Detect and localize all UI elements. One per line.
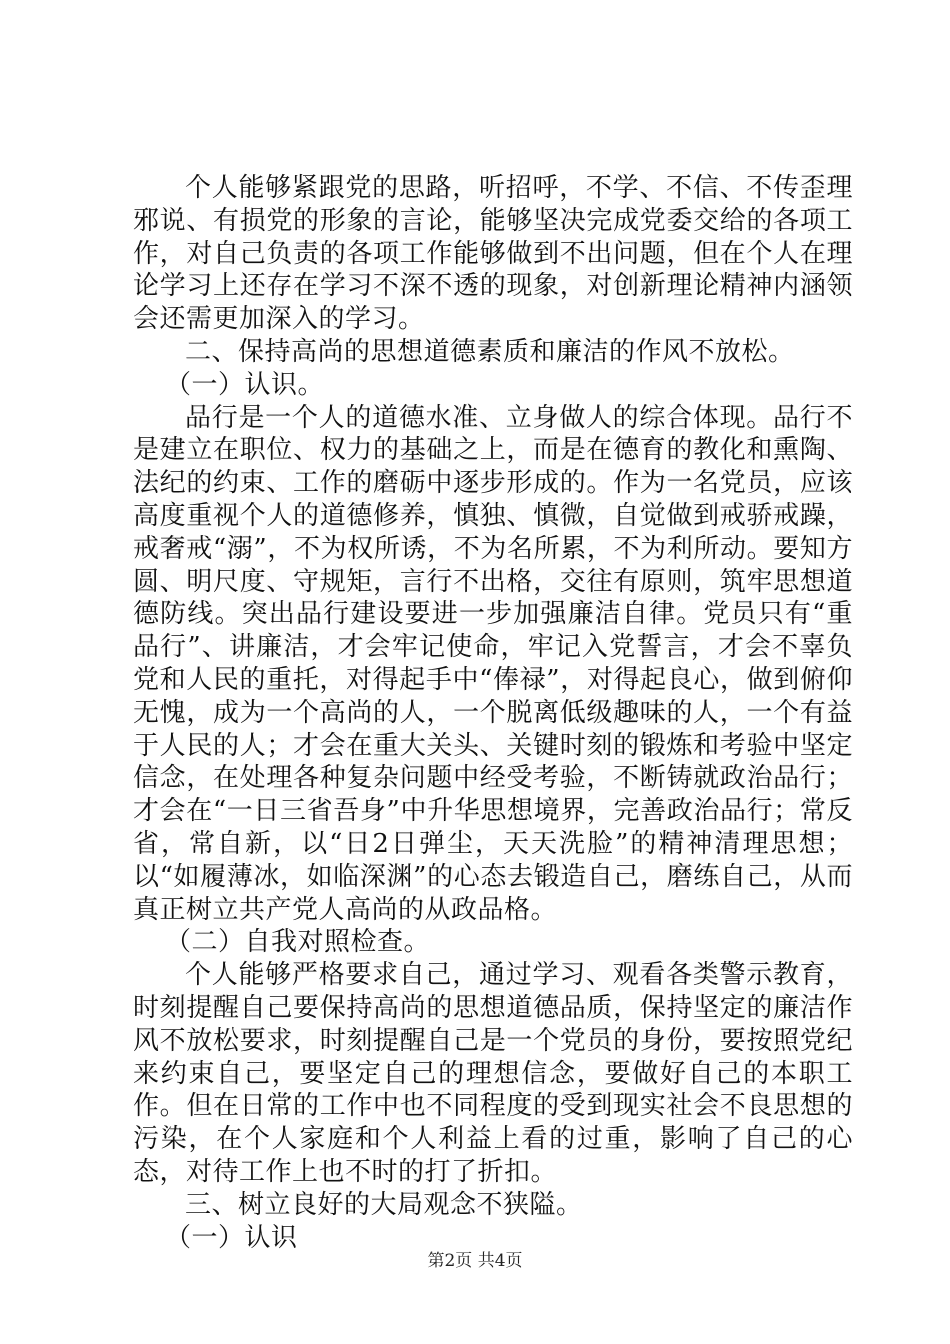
page-footer: 第2页 共4页 <box>427 1251 523 1271</box>
paragraph-self-requirement: 个人能够严格要求自己，通过学习、观看各类警示教育，时刻提醒自己要保持高尚的思想道德品质，保持坚定的廉洁作风不放松要求，时刻提醒自己是一个党员的身份，要按照党纪来约束自己，要坚定自己的理想信念，要做好自己的本职工作。但在日常的工作中也不同程度的受到现实社会不良思想的污染，在个人家庭和个人利益上看的过重，影响了自己的心态，对待工作上也不时的打了折扣。 <box>133 960 853 1187</box>
heading-section-three: 三、树立良好的大局观念不狭隘。 <box>185 1189 583 1220</box>
document-body <box>133 172 853 1254</box>
subheading-understanding-2: （一）认识 <box>165 1222 298 1253</box>
subheading-self-check: （二）自我对照检查。 <box>165 927 431 958</box>
paragraph-character: 品行是一个人的道德水准、立身做人的综合体现。品行不是建立在职位、权力的基础之上，而是在德育的教化和熏陶、法纪的约束、工作的磨砺中逐步形成的。作为一名党员，应该高度重视个人的道德修养，慎独、慎微，自觉做到戒骄戒躁，戒奢戒“溺”，不为权所诱，不为名所累，不为利所动。要知方圆、明尺度、守规矩，言行不出格，交往有原则，筑牢思想道德防线。突出品行建设要进一步加强廉洁自律。党员只有“重品行”、讲廉洁，才会牢记使命，牢记入党誓言，才会不辜负党和人民的重托，对得起手中“俸禄”，对得起良心，做到俯仰无愧，成为一个高尚的人，一个脱离低级趣味的人，一个有益于人民的人；才会在重大关头、关键时刻的锻炼和考验中坚定信念，在处理各种复杂问题中经受考验，不断铸就政治品行；才会在“一日三省吾身”中升华思想境界，完善政治品行；常反省，常自新，以“日2日弹尘，天天洗脸”的精神清理思想；以“如履薄冰，如临深渊”的心态去锻造自己，磨练自己，从而真正树立共产党人高尚的从政品格。 <box>133 402 853 925</box>
subheading-understanding: （一）认识。 <box>165 369 325 400</box>
paragraph-theory-study: 个人能够紧跟党的思路，听招呼，不学、不信、不传歪理邪说、有损党的形象的言论，能够坚决完成党委交给的各项工作，对自己负责的各项工作能够做到不出问题，但在个人在理论学习上还存在学习不深不透的现象，对创新理论精神内涵领会还需更加深入的学习。 <box>133 173 853 335</box>
heading-section-two: 二、保持高尚的思想道德素质和廉洁的作风不放松。 <box>185 336 795 367</box>
